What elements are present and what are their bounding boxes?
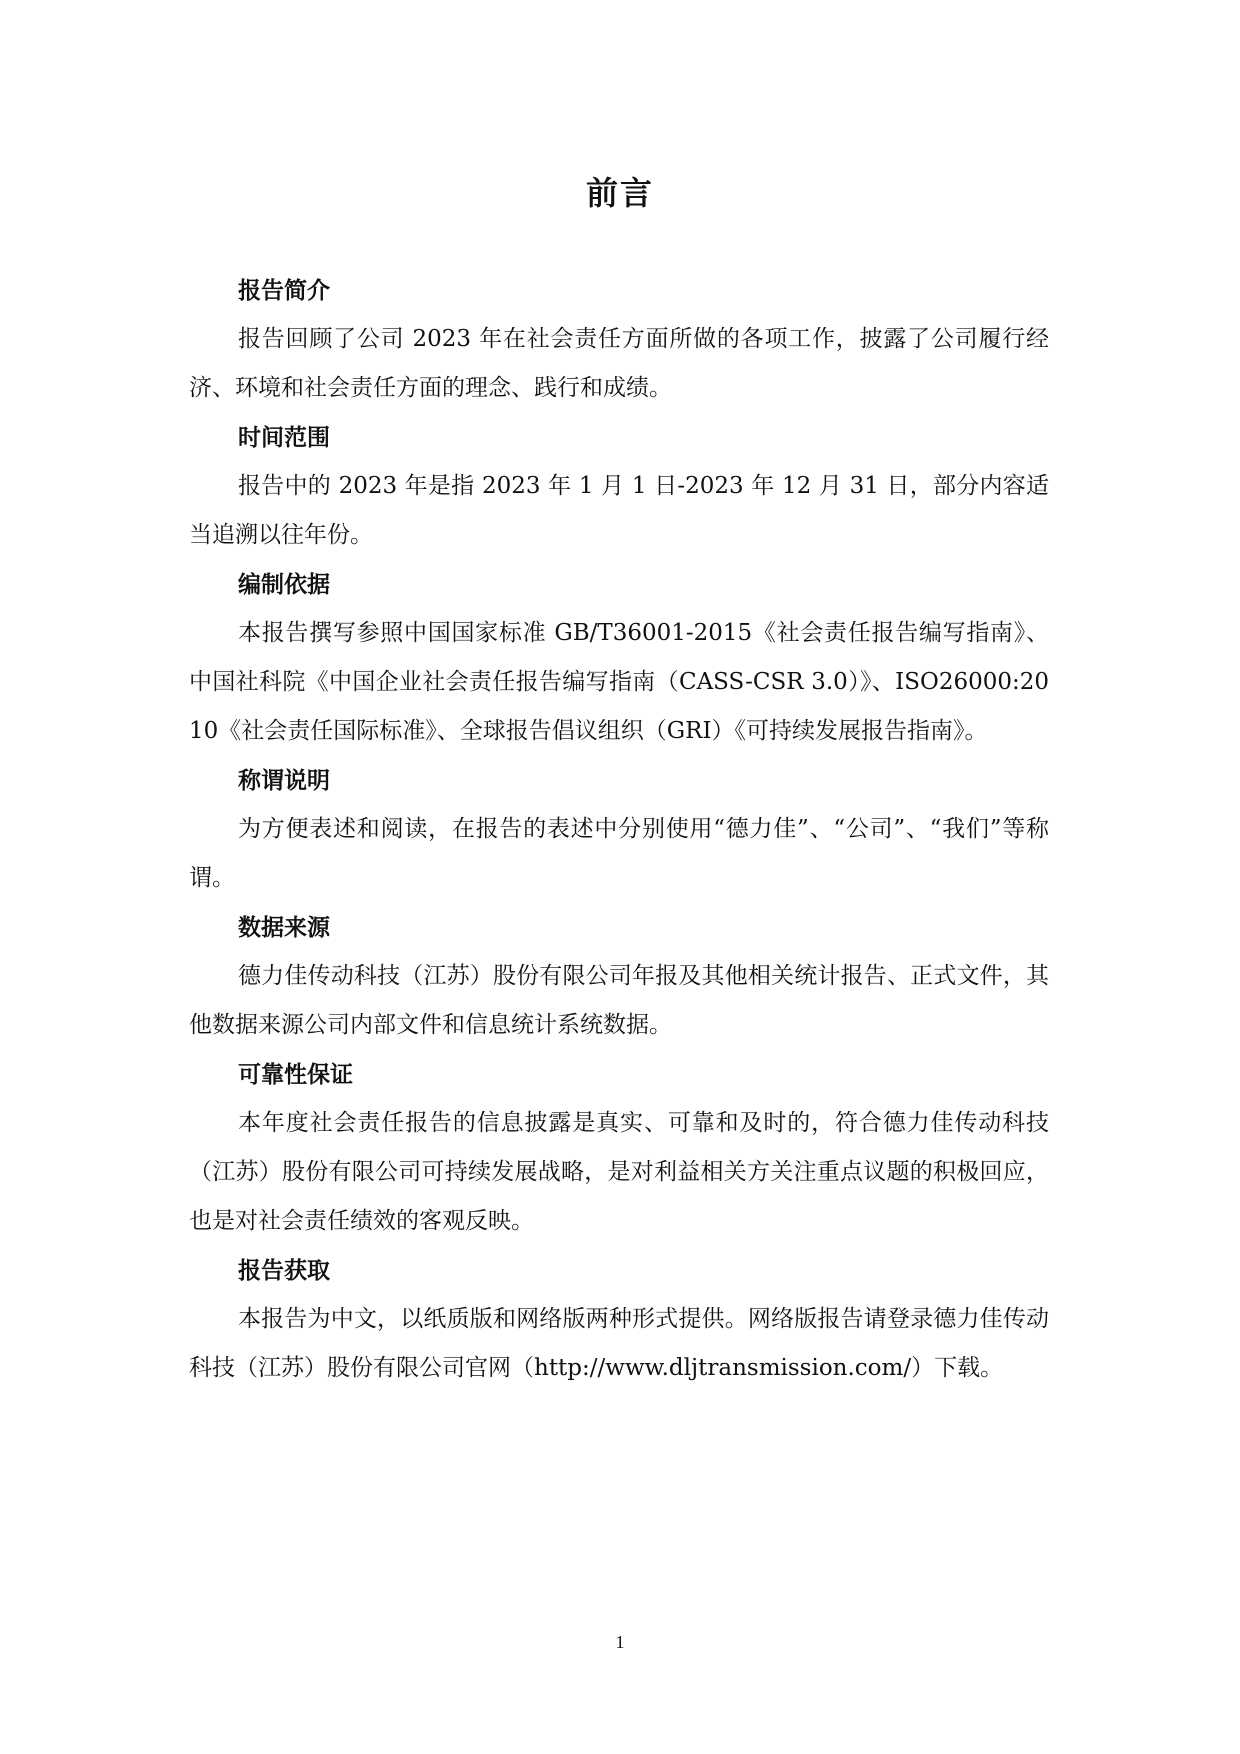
section-heading: 可靠性保证 [238,1061,353,1088]
section-report-access [189,1246,1049,1393]
section-basis [189,560,1049,756]
section-data-source [189,903,1049,1050]
section-heading: 报告简介 [238,277,330,304]
section-time-range [189,413,1049,560]
document-body [189,266,1049,1393]
section-paragraph: 本报告撰写参照中国国家标准 GB/T36001-2015《社会责任报告编写指南》、中国社科院《中国企业社会责任报告编写指南（CASS-CSR 3.0）》、ISO26000:2010《社会责任国际标准》、全球报告倡议组织（GRI）《可持续发展报告指南》。 [189,620,1049,744]
section-heading: 称谓说明 [238,767,330,794]
section-heading: 时间范围 [238,424,330,451]
page-title: 前言 [585,174,654,212]
section-paragraph: 德力佳传动科技（江苏）股份有限公司年报及其他相关统计报告、正式文件，其他数据来源公司内部文件和信息统计系统数据。 [189,963,1049,1038]
section-reliability [189,1050,1049,1246]
section-terminology [189,756,1049,903]
section-paragraph: 为方便表述和阅读，在报告的表述中分别使用“德力佳”、“公司”、“我们”等称谓。 [189,816,1049,891]
section-paragraph: 本年度社会责任报告的信息披露是真实、可靠和及时的，符合德力佳传动科技（江苏）股份有限公司可持续发展战略，是对利益相关方关注重点议题的积极回应，也是对社会责任绩效的客观反映。 [189,1110,1049,1234]
section-heading: 编制依据 [238,571,330,598]
section-report-intro [189,266,1049,413]
section-heading: 数据来源 [238,914,330,941]
page-number: 1 [615,1632,625,1652]
section-paragraph: 本报告为中文，以纸质版和网络版两种形式提供。网络版报告请登录德力佳传动科技（江苏）股份有限公司官网（http://www.dljtransmission.com/）下载。 [189,1306,1049,1381]
section-heading: 报告获取 [238,1257,330,1284]
section-paragraph: 报告回顾了公司 2023 年在社会责任方面所做的各项工作，披露了公司履行经济、环境和社会责任方面的理念、践行和成绩。 [189,326,1049,401]
section-paragraph: 报告中的 2023 年是指 2023 年 1 月 1 日-2023 年 12 月 31 日，部分内容适当追溯以往年份。 [189,473,1049,548]
